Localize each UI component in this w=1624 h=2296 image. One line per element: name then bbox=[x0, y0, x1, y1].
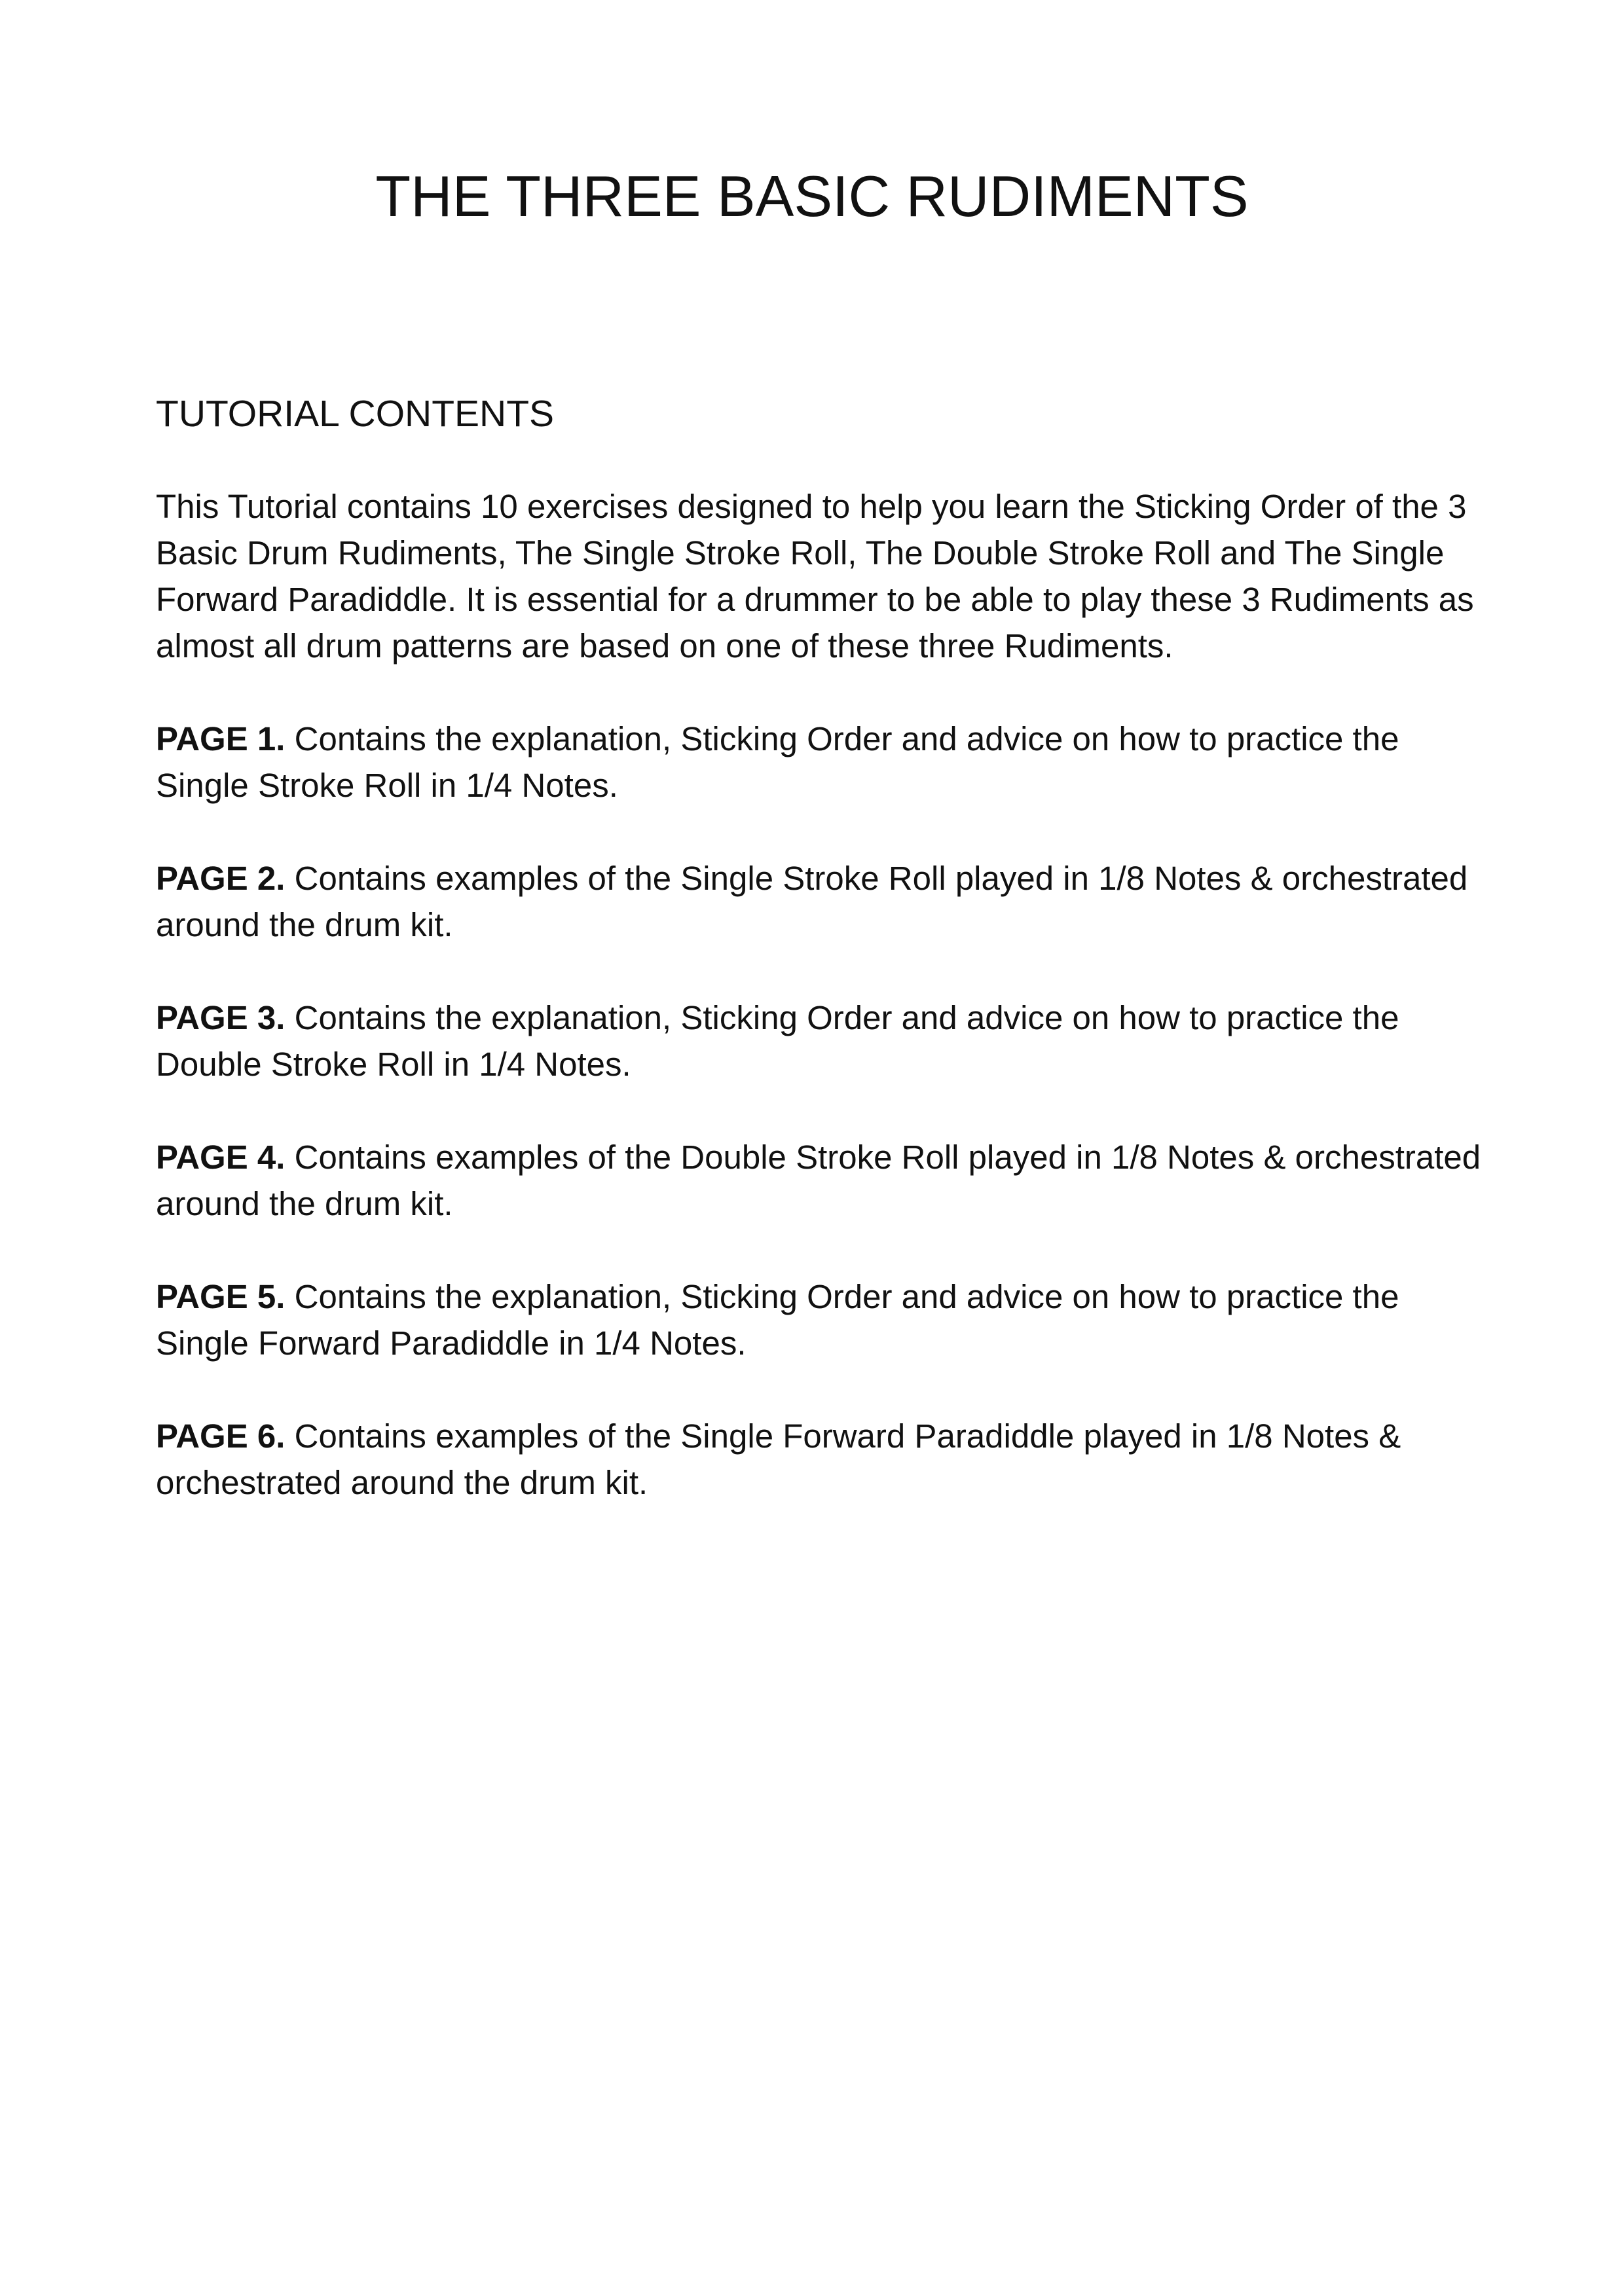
page-label: PAGE 4. bbox=[156, 1139, 286, 1176]
page-label: PAGE 3. bbox=[156, 999, 286, 1036]
section-heading: TUTORIAL CONTENTS bbox=[156, 393, 555, 435]
page-description: Contains examples of the Double Stroke Roll played in 1/8 Notes & orchestrated around the drum kit. bbox=[156, 1139, 1481, 1222]
page-label: PAGE 5. bbox=[156, 1278, 286, 1315]
page-description: Contains the explanation, Sticking Order and advice on how to practice the Double Stroke Roll in 1/4 Notes. bbox=[156, 999, 1399, 1083]
contents-entry-page-6 bbox=[156, 1413, 1492, 1506]
page-title: THE THREE BASIC RUDIMENTS bbox=[375, 164, 1249, 228]
page-label: PAGE 2. bbox=[156, 860, 286, 897]
contents-entry-page-4 bbox=[156, 1134, 1492, 1227]
page-description: Contains examples of the Single Forward Paradiddle played in 1/8 Notes & orchestrated around the drum kit. bbox=[156, 1417, 1401, 1501]
intro-paragraph: This Tutorial contains 10 exercises designed to help you learn the Sticking Order of the 3 Basic Drum Rudiments, The Single Stroke Roll, The Double Stroke Roll and The Single Forward Paradiddle. It is essential for a drummer to be able to play these 3 Rudiments as almost all drum patterns are based on one of these three Rudiments. bbox=[156, 488, 1474, 665]
contents-entry-page-5 bbox=[156, 1273, 1492, 1366]
page-description: Contains examples of the Single Stroke Roll played in 1/8 Notes & orchestrated around the drum kit. bbox=[156, 860, 1468, 943]
contents-entry-page-1 bbox=[156, 716, 1492, 809]
page-description: Contains the explanation, Sticking Order and advice on how to practice the Single Forward Paradiddle in 1/4 Notes. bbox=[156, 1278, 1399, 1362]
page-label: PAGE 1. bbox=[156, 720, 286, 757]
page-label: PAGE 6. bbox=[156, 1417, 286, 1455]
contents-entry-page-2 bbox=[156, 855, 1492, 948]
document-body bbox=[156, 389, 1492, 1506]
contents-entry-page-3 bbox=[156, 994, 1492, 1087]
page-description: Contains the explanation, Sticking Order and advice on how to practice the Single Stroke Roll in 1/4 Notes. bbox=[156, 720, 1399, 804]
